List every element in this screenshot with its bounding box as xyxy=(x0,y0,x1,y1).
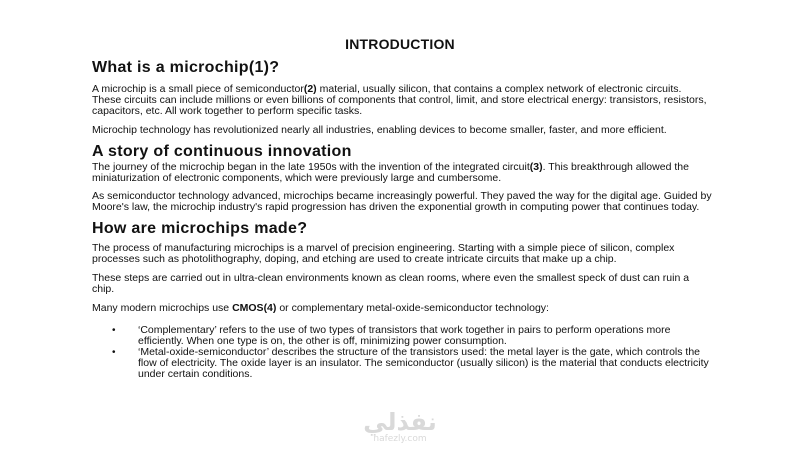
paragraph-revolution: Microchip technology has revolutionized nearly all industries, enabling devices to become smaller, faster, and more efficient. xyxy=(92,124,667,136)
list-item-text: ‘Complementary’ refers to the use of two types of transistors that work together in pairs to perform operations more efficiently. When one type is on, the other is off, minimizing power consumption. xyxy=(138,324,671,347)
cmos-bullet-list xyxy=(92,325,712,380)
bullet-dot-icon: • xyxy=(112,325,116,336)
watermark-url: nafezly.com xyxy=(373,434,427,444)
paragraph-text: The journey of the microchip began in the late 1950s with the invention of the integrated circuit xyxy=(92,161,530,173)
paragraph-text: material, usually silicon, that contains a complex network of electronic circuits. These circuits can include millions or even billions of components that control, limit, and store electrical energy: transistors, resistors, capacitors, etc. All work together to perform specific tasks. xyxy=(92,83,707,117)
paragraph-text: Many modern microchips use xyxy=(92,302,233,314)
reference-marker: CMOS(4) xyxy=(232,302,277,314)
paragraph-text: . This breakthrough allowed the miniaturization of electronic components, which were previously large and cumbersome. xyxy=(92,161,689,184)
reference-marker: (3) xyxy=(529,161,543,173)
watermark-logo xyxy=(340,410,460,444)
paragraph-cmos xyxy=(92,303,712,314)
section-heading-how-made: How are microchips made? xyxy=(92,220,308,237)
bullet-dot-icon: • xyxy=(112,347,116,358)
paragraph-manufacturing: The process of manufacturing microchips is a marvel of precision engineering. Starting with a simple piece of silicon, complex processes such as photolithography, doping, and etching are used to create intricate circuits that make up a chip. xyxy=(92,242,675,265)
paragraph-advancement: As semiconductor technology advanced, microchips became increasingly powerful. They paved the way for the digital age. Guided by Moore's law, the microchip industry's rapid progression has driven the exponential growth in computing power that continues today. xyxy=(92,190,712,213)
paragraph-definition xyxy=(92,84,712,117)
list-item-text: ‘Metal-oxide-semiconductor’ describes the structure of the transistors used: the metal layer is the gate, which controls the flow of electricity. The oxide layer is an insulator. The semiconductor (usually silicon) is the material that conducts electricity under certain conditions. xyxy=(138,346,709,380)
document-body xyxy=(92,58,712,380)
paragraph-text: A microchip is a small piece of semiconductor xyxy=(92,83,304,95)
paragraph-history xyxy=(92,162,712,184)
paragraph-text: or complementary metal-oxide-semiconductor technology: xyxy=(276,302,549,314)
document-title: INTRODUCTION xyxy=(345,36,455,52)
reference-marker: (2) xyxy=(303,83,317,95)
paragraph-clean-rooms: These steps are carried out in ultra-clean environments known as clean rooms, where even the smallest speck of dust can ruin a chip. xyxy=(92,272,690,295)
list-item xyxy=(112,325,712,347)
section-heading-story: A story of continuous innovation xyxy=(92,143,352,160)
list-item xyxy=(112,347,712,380)
section-heading-what-is-microchip: What is a microchip(1)? xyxy=(92,59,280,76)
watermark-arabic-text: نفذلي xyxy=(363,408,437,436)
